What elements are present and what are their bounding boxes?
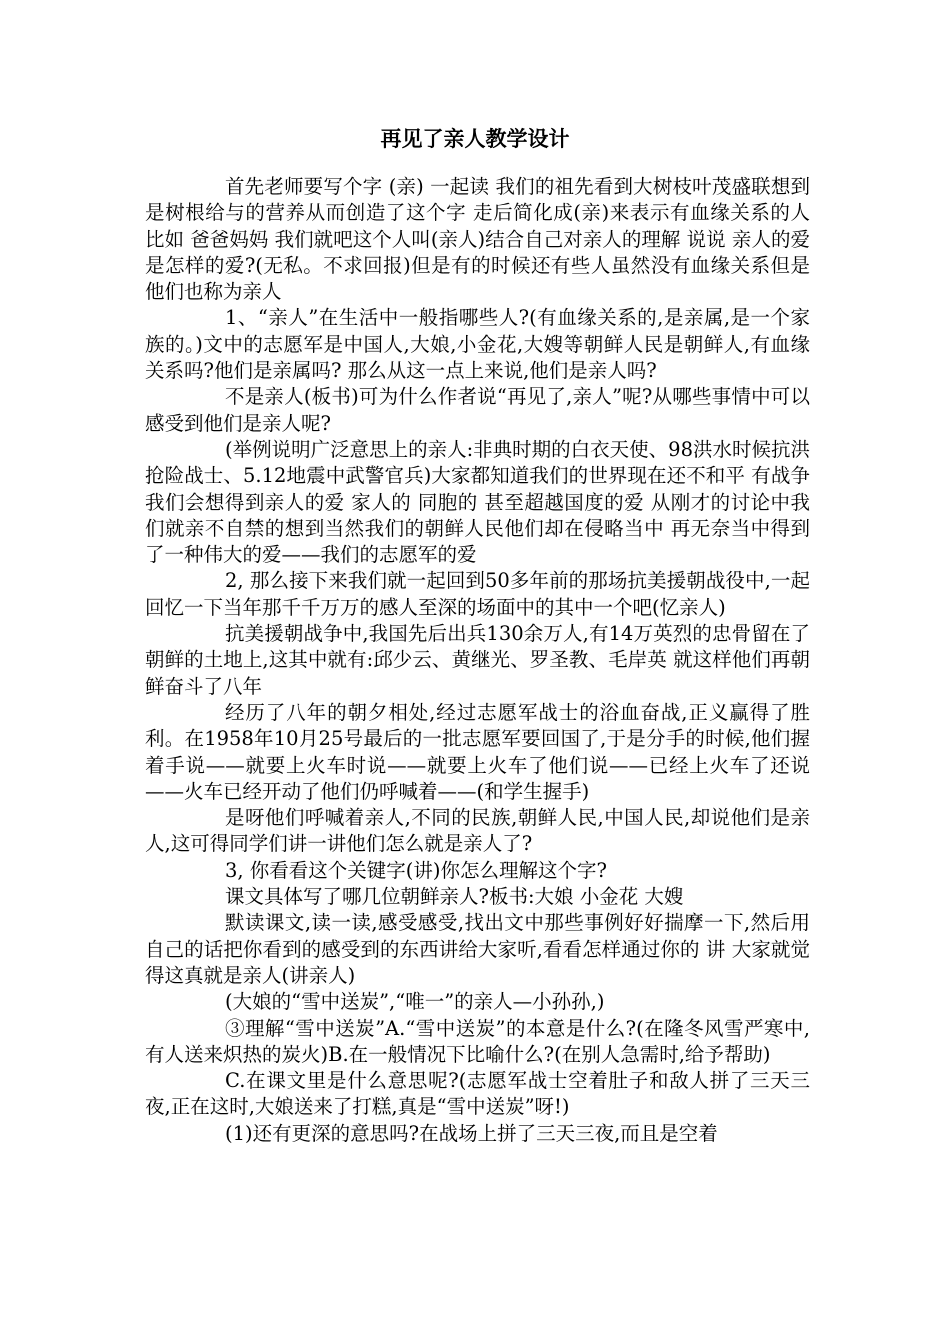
paragraph: 不是亲人(板书)可为什么作者说“再见了,亲人”呢?从哪些事情中可以感受到他们是亲人呢? bbox=[145, 385, 810, 435]
paragraph: 抗美援朝战争中,我国先后出兵130余万人,有14万英烈的忠骨留在了朝鲜的土地上,这其中就有:邱少云、黄继光、罗圣教、毛岸英 就这样他们再朝鲜奋斗了八年 bbox=[145, 622, 810, 698]
paragraph: C.在课文里是什么意思呢?(志愿军战士空着肚子和敌人拼了三天三夜,正在这时,大娘送来了打糕,真是“雪中送炭”呀!) bbox=[145, 1069, 810, 1119]
paragraph: (大娘的“雪中送炭”,“唯一”的亲人—小孙孙,) bbox=[225, 990, 605, 1014]
paragraph: ③理解“雪中送炭”A.“雪中送炭”的本意是什么?(在隆冬风雪严寒中,有人送来炽热的炭火)B.在一般情况下比喻什么?(在别人急需时,给予帮助) bbox=[145, 1016, 810, 1066]
paragraph: (1)还有更深的意思吗?在战场上拼了三天三夜,而且是空着 bbox=[225, 1121, 718, 1145]
paragraph: 是呀他们呼喊着亲人,不同的民族,朝鲜人民,中国人民,却说他们是亲人,这可得同学们讲一讲他们怎么就是亲人了? bbox=[145, 806, 810, 856]
paragraph: 1、“亲人”在生活中一般指哪些人?(有血缘关系的,是亲属,是一个家族的。)文中的志愿军是中国人,大娘,小金花,大嫂等朝鲜人民是朝鲜人,有血缘关系吗?他们是亲属吗? 那么从这一点上来说,他们是亲人吗? bbox=[145, 306, 810, 383]
paragraph: 经历了八年的朝夕相处,经过志愿军战士的浴血奋战,正义赢得了胜利。在1958年10月25号最后的一批志愿军要回国了,于是分手的时候,他们握着手说——就要上火车时说——就要上火车了他们说——已经上火车了还说——火车已经开动了他们仍呼喊着——(和学生握手) bbox=[145, 700, 810, 803]
paragraph: 默读课文,读一读,感受感受,找出文中那些事例好好揣摩一下,然后用自己的话把你看到的感受到的东西讲给大家听,看看怎样通过你的 讲 大家就觉得这真就是亲人(讲亲人) bbox=[145, 911, 810, 987]
paragraph: 课文具体写了哪几位朝鲜亲人?板书:大娘 小金花 大嫂 bbox=[225, 885, 684, 909]
paragraph: 首先老师要写个字 (亲) 一起读 我们的祖先看到大树枝叶茂盛联想到是树根给与的营养从而创造了这个字 走后简化成(亲)来表示有血缘关系的人 比如 爸爸妈妈 我们就吧这个人叫(亲人)结合自己对亲人的理解 说说 亲人的爱是怎样的爱?(无私。不求回报)但是有的时候还有些人虽然没有血缘关系但是他们也称为亲人 bbox=[145, 175, 817, 304]
paragraph: 2, 那么接下来我们就一起回到50多年前的那场抗美援朝战役中,一起回忆一下当年那千千万万的感人至深的场面中的其中一个吧(忆亲人) bbox=[145, 569, 810, 619]
paragraph: (举例说明广泛意思上的亲人:非典时期的白衣天使、98洪水时候抗洪抢险战士、5.12地震中武警官兵)大家都知道我们的世界现在还不和平 有战争我们会想得到亲人的爱 家人的 同胞的 甚至超越国度的爱 从刚才的讨论中我们就亲不自禁的想到当然我们的朝鲜人民他们却在侵略当中 再无奈当中得到了一种伟大的爱——我们的志愿军的爱 bbox=[145, 437, 810, 567]
document-title: 再见了亲人教学设计 bbox=[380, 126, 570, 151]
paragraph: 3, 你看看这个关键字(讲)你怎么理解这个字? bbox=[225, 858, 607, 882]
document-body bbox=[145, 174, 817, 1147]
